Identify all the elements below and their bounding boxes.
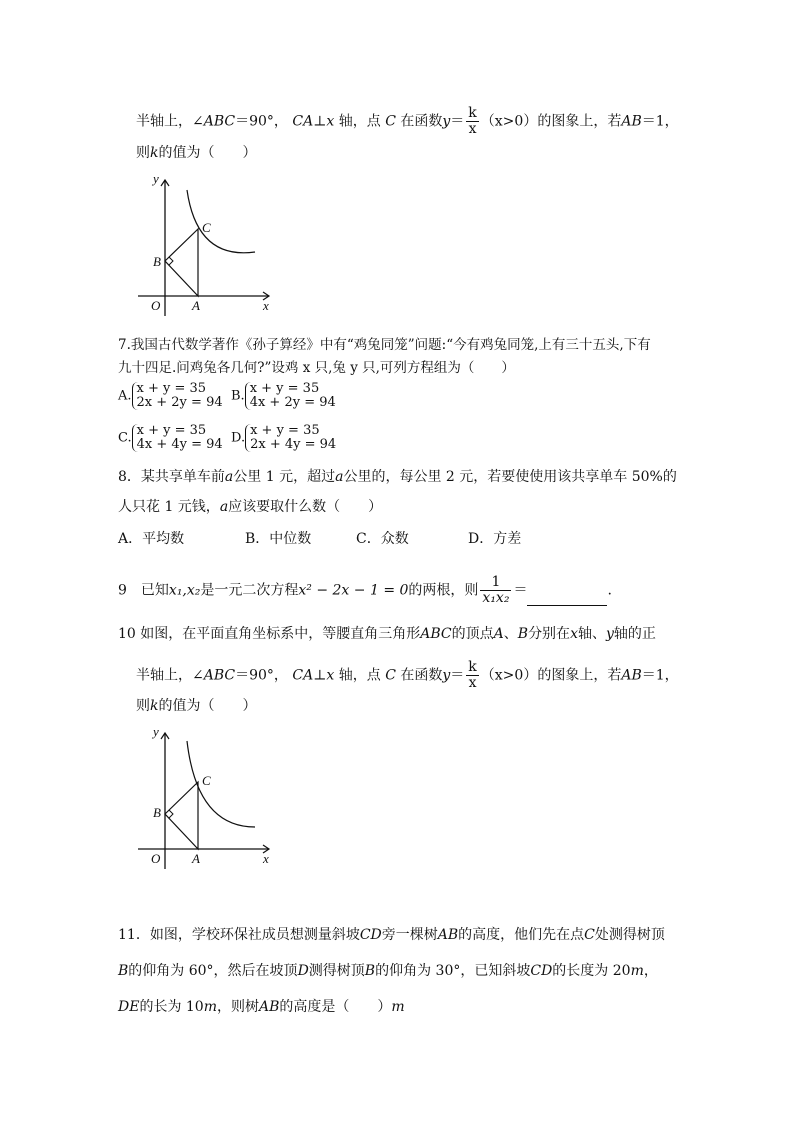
q10-line1: 10 如图，在平面直角坐标系中，等腰直角三角形ABC的顶点A、B分别在x轴、y轴的正 <box>118 626 656 642</box>
q7-line2: 九十四足.问鸡兔各几何?”设鸡 x 只,兔 y 只,可列方程组为（ ） <box>118 360 515 376</box>
coordinate-figure-1 <box>135 170 285 320</box>
fig1-label-b: B <box>153 254 161 269</box>
q10-line3: 则k的值为（ ） <box>136 698 257 714</box>
k-over-x-fraction: $\frac{k}{x}$ <box>468 105 477 137</box>
coordinate-figure-2 <box>135 723 285 873</box>
fig2-label-c: C <box>202 773 211 788</box>
q8-option-d: D．方差 <box>468 531 522 547</box>
q8-option-a: A．平均数 <box>118 531 185 547</box>
q7-option-c: C. x + y = 35 4x + 4y = 94 <box>118 423 223 452</box>
answer-blank[interactable] <box>527 591 607 606</box>
fig1-label-x: x <box>263 298 269 313</box>
q11-line1: 11．如图，学校环保社成员想测量斜坡CD旁一棵树AB的高度，他们先在点C处测得树顶 <box>118 927 665 943</box>
q7-line1: 7.我国古代数学著作《孙子算经》中有“鸡兔同笼”问题:“今有鸡兔同笼,上有三十五头,下有 <box>118 337 651 353</box>
fig2-label-y: y <box>153 724 159 739</box>
fig1-label-o: O <box>151 298 161 313</box>
q7-option-d: D. x + y = 35 2x + 4y = 94 <box>231 423 337 452</box>
fig2-label-b: B <box>153 805 161 820</box>
q9-line: 9 已知x₁,x₂是一元二次方程x² − 2x − 1 = 0的两根，则 $\frac{1}{\text{x₁x₂}}$ ＝ . <box>118 574 612 606</box>
fig1-label-c: C <box>202 220 211 235</box>
q6-line2: 则k的值为（ ） <box>136 145 257 161</box>
fig1-label-a: A <box>192 298 200 313</box>
reciprocal-fraction: $\frac{1}{\text{x₁x₂}}$ <box>482 574 510 606</box>
fig2-label-a: A <box>192 851 200 866</box>
q11-line3: DE的长为 10m，则树AB的高度是（ ）m <box>118 999 405 1015</box>
fig2-label-o: O <box>151 851 161 866</box>
k-over-x-fraction-2: $\frac{k}{x}$ <box>468 659 477 691</box>
q10-line2: 半轴上，∠ABC＝90°， CA⊥x 轴，点 C 在函数y＝ $\frac{k}{x}$ （x>0）的图象上，若AB＝1， <box>136 659 679 691</box>
q7-option-b: B. x + y = 35 4x + 2y = 94 <box>231 381 336 410</box>
fig1-label-y: y <box>153 171 159 186</box>
q8-line1: 8．某共享单车前a公里 1 元，超过a公里的，每公里 2 元，若要使使用该共享单车 50%的 <box>118 469 677 485</box>
q11-line2: B的仰角为 60°，然后在坡顶D测得树顶B的仰角为 30°，已知斜坡CD的长度为 20m， <box>118 963 658 979</box>
q8-line2: 人只花 1 元钱，a应该要取什么数（ ） <box>118 499 383 515</box>
q7-option-a: A. x + y = 35 2x + 2y = 94 <box>118 381 223 410</box>
q8-option-b: B．中位数 <box>245 531 312 547</box>
q8-option-c: C．众数 <box>356 531 409 547</box>
fig2-label-x: x <box>263 851 269 866</box>
q6-line1: 半轴上，∠ABC＝90°， CA⊥x 轴，点 C 在函数y＝ $\frac{k}{x}$ （x>0）的图象上，若AB＝1， <box>136 105 679 137</box>
